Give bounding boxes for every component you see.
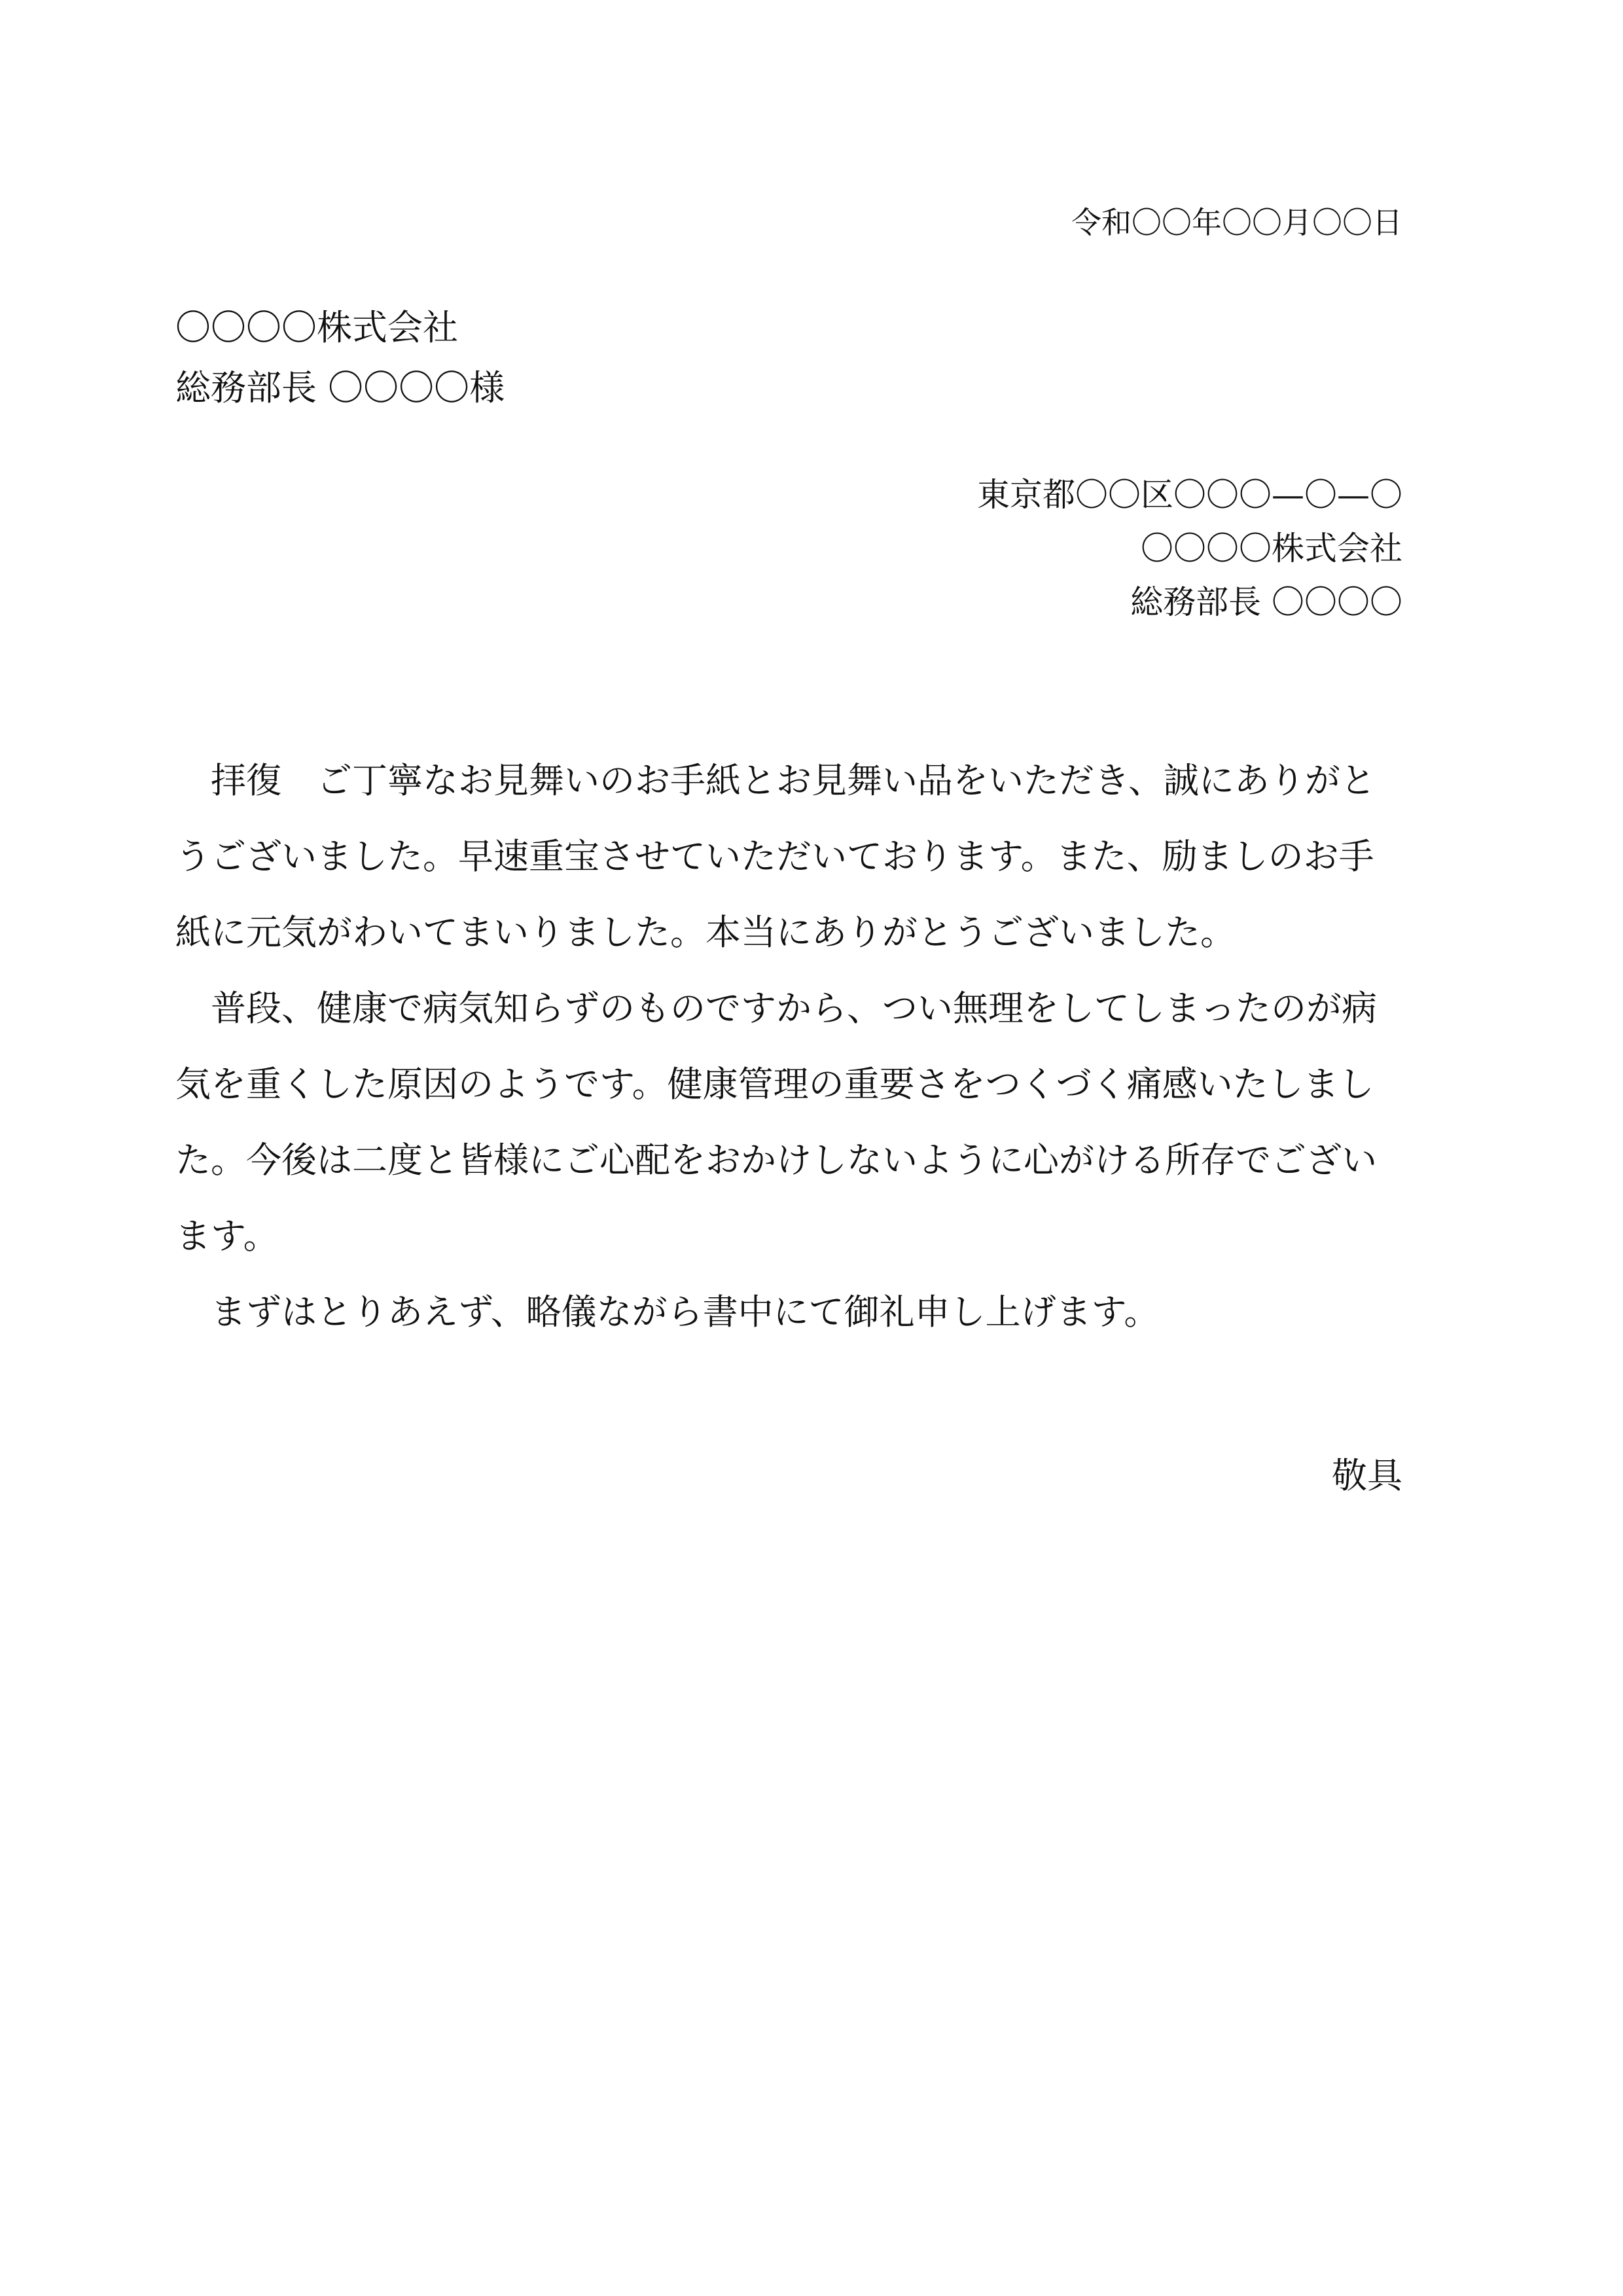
letter-closing: 敬具 xyxy=(1332,1455,1402,1496)
letter-body xyxy=(175,743,1404,1350)
sender-title-name: 総務部長 〇〇〇〇 xyxy=(1130,583,1402,621)
sender-block xyxy=(977,468,1402,629)
body-paragraph-2: 普段、健康で病気知らずのものですから、つい無理をしてしまったのが病気を重くした原因のようです。健康管理の重要さをつくづく痛感いたしました。今後は二度と皆様にご心配をおかけしないように心がける所存でございます。 xyxy=(175,988,1377,1257)
letter-date: 令和〇〇年〇〇月〇〇日 xyxy=(1071,205,1402,240)
recipient-company: 〇〇〇〇株式会社 xyxy=(175,307,458,348)
sender-address: 東京都〇〇区〇〇〇—〇—〇 xyxy=(977,476,1402,514)
recipient-block xyxy=(175,298,505,418)
body-paragraph-1: 拝復 ご丁寧なお見舞いのお手紙とお見舞い品をいただき、誠にありがとうございました。早速重宝させていただいております。また、励ましのお手紙に元気がわいてまいりました。本当にありがとうございました。 xyxy=(175,760,1376,953)
recipient-title-name: 総務部長 〇〇〇〇様 xyxy=(175,367,505,408)
sender-company: 〇〇〇〇株式会社 xyxy=(1141,529,1402,567)
body-paragraph-3: まずはとりあえず、略儀ながら書中にて御礼申し上げます。 xyxy=(211,1291,1160,1333)
